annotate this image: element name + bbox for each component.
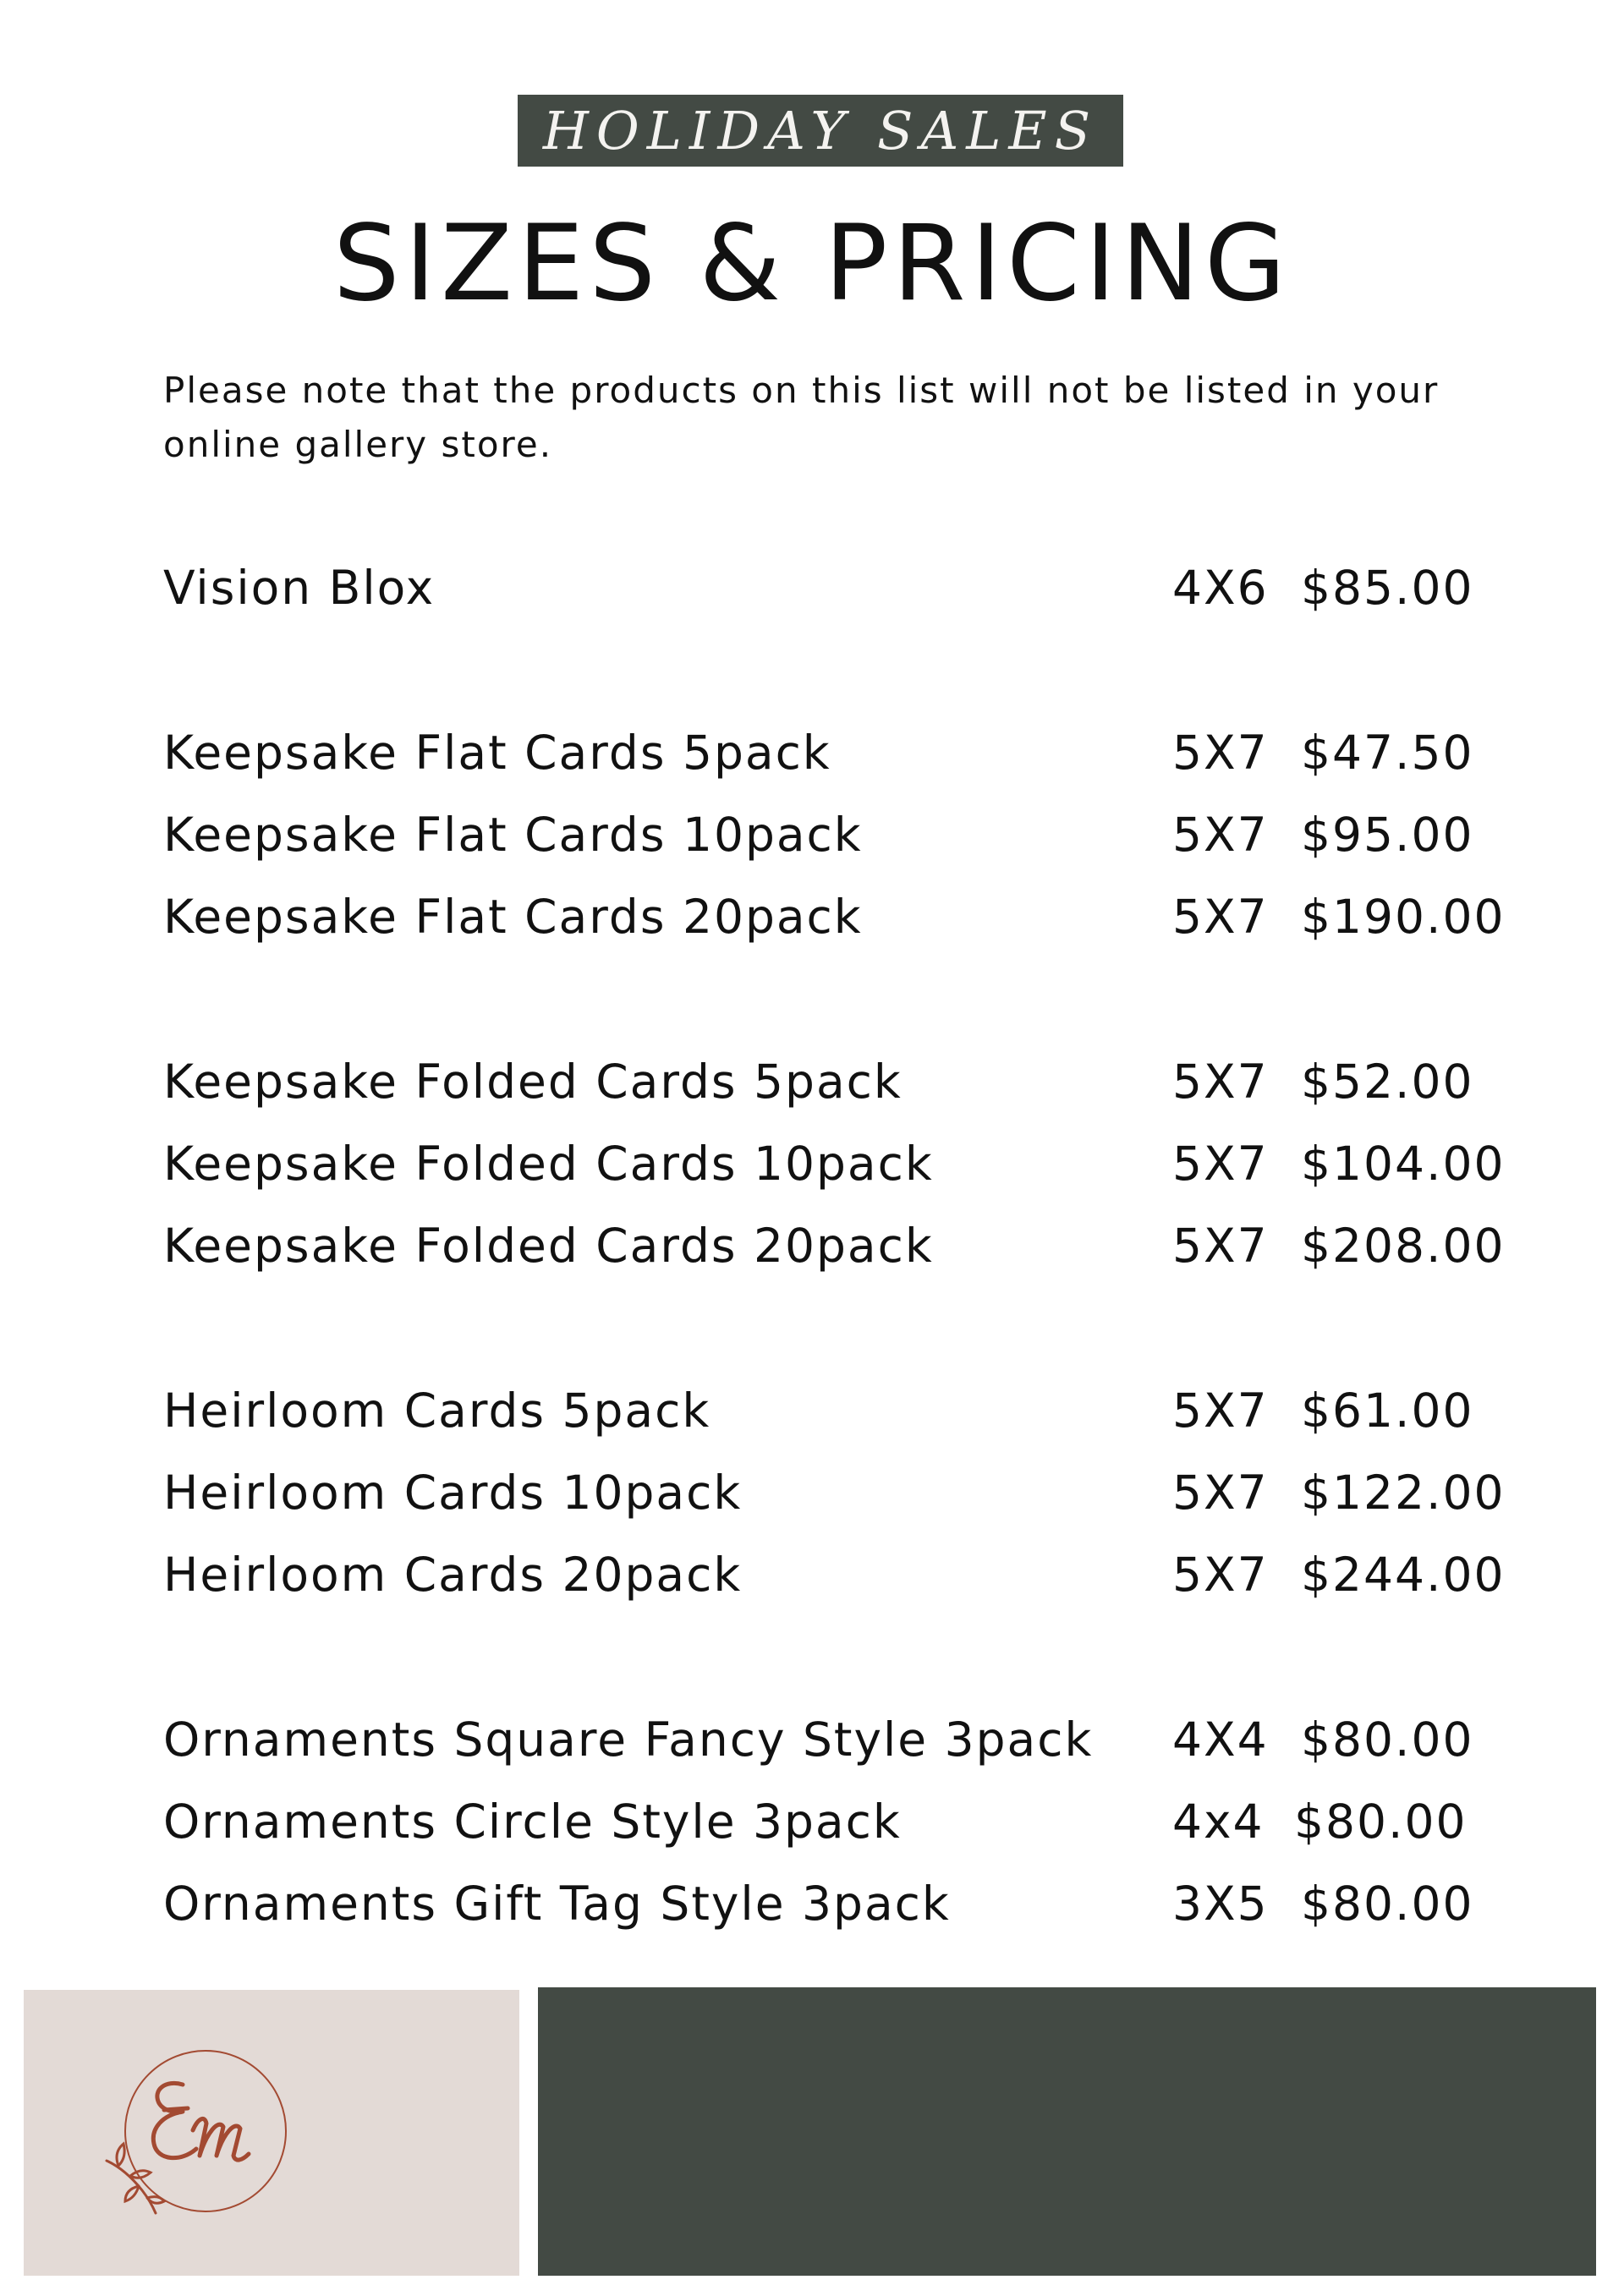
product-name: Keepsake Flat Cards 20pack [163,890,863,944]
product-name: Ornaments Circle Style 3pack [163,1795,902,1849]
price-row [0,1541,1624,1608]
product-name: Keepsake Folded Cards 20pack [163,1219,934,1273]
product-name: Heirloom Cards 20pack [163,1548,743,1602]
product-name: Heirloom Cards 5pack [163,1384,711,1438]
price-row [0,801,1624,869]
product-size: 3X5 [1172,1877,1269,1931]
product-price: $80.00 [1301,1712,1474,1767]
product-size: 5X7 [1172,1055,1269,1109]
price-row [0,1130,1624,1197]
price-row [0,1706,1624,1773]
product-size: 5X7 [1172,1384,1269,1438]
price-row [0,554,1624,622]
product-name: Heirloom Cards 10pack [163,1466,743,1520]
logo-panel [24,1990,519,2276]
page-title: SIZES & PRICING [332,203,1292,325]
product-price: $61.00 [1301,1384,1474,1438]
product-price: $95.00 [1301,808,1474,862]
product-size: 4X6 [1172,561,1269,615]
price-row [0,1048,1624,1115]
product-price: $85.00 [1301,561,1474,615]
banner-text: HOLIDAY SALES [542,100,1099,162]
price-row [0,1377,1624,1444]
product-name: Keepsake Flat Cards 10pack [163,808,863,862]
product-size: 5X7 [1172,1548,1269,1602]
product-name: Ornaments Gift Tag Style 3pack [163,1877,951,1931]
product-size: 5X7 [1172,890,1269,944]
product-size: 4X4 [1172,1712,1269,1767]
product-size: 4x4 [1172,1795,1265,1849]
product-name: Keepsake Folded Cards 5pack [163,1055,903,1109]
price-row [0,1788,1624,1855]
price-row [0,719,1624,786]
logo-monogram [153,2083,249,2160]
product-price: $80.00 [1301,1877,1474,1931]
product-size: 5X7 [1172,808,1269,862]
product-size: 5X7 [1172,1219,1269,1273]
product-price: $80.00 [1294,1795,1468,1849]
product-size: 5X7 [1172,726,1269,780]
price-row [0,1870,1624,1937]
store-note: Please note that the products on this list will not be listed in your online gallery store. [163,370,1440,465]
product-size: 5X7 [1172,1137,1269,1191]
product-price: $244.00 [1301,1548,1506,1602]
product-name: Ornaments Square Fancy Style 3pack [163,1712,1094,1767]
product-price: $47.50 [1301,726,1474,780]
product-price: $52.00 [1301,1055,1474,1109]
holiday-sales-banner [518,95,1123,167]
leaf-branch-icon [107,2144,164,2213]
product-name: Keepsake Flat Cards 5pack [163,726,831,780]
product-size: 5X7 [1172,1466,1269,1520]
em-monogram-logo [100,2042,303,2228]
product-price: $104.00 [1301,1137,1506,1191]
product-name: Vision Blox [163,561,436,615]
product-price: $190.00 [1301,890,1506,944]
price-row [0,883,1624,951]
price-row [0,1212,1624,1280]
footer-color-block [538,1987,1596,2276]
product-price: $208.00 [1301,1219,1506,1273]
product-name: Keepsake Folded Cards 10pack [163,1137,934,1191]
price-row [0,1459,1624,1526]
product-price: $122.00 [1301,1466,1506,1520]
